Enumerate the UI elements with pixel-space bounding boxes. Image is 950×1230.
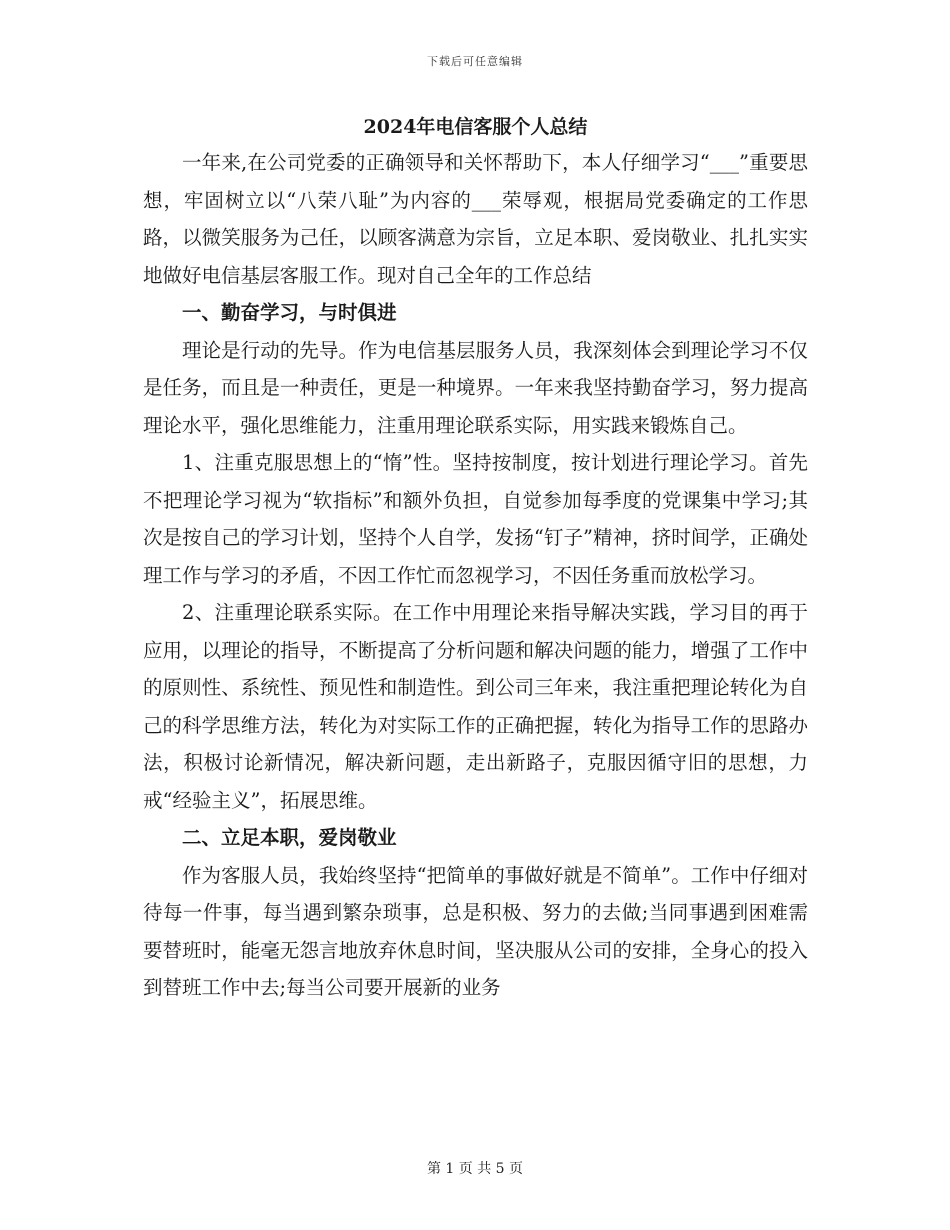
section-heading-dedication: 二、立足本职，爱岗敬业 <box>182 826 397 849</box>
intro-paragraph: 一年来,在公司党委的正确领导和关怀帮助下，本人仔细学习“___”重要思想，牢固树立以“八荣八耻”为内容的___荣辱观，根据局党委确定的工作思路，以微笑服务为己任，以顾客满意为宗旨，立足本职、爱岗敬业、扎扎实实地做好电信基层客服工作。现对自己全年的工作总结 <box>143 151 808 287</box>
paragraph: 1、注重克服思想上的“惰”性。坚持按制度，按计划进行理论学习。首先不把理论学习视为“软指标”和额外负担，自觉参加每季度的党课集中学习;其次是按自己的学习计划，坚持个人自学，发扬“钉子”精神，挤时间学，正确处理工作与学习的矛盾，不因工作忙而忽视学习，不因任务重而放松学习。 <box>143 451 808 587</box>
page-header-note: 下载后可任意编辑 <box>427 55 523 68</box>
document-body <box>143 110 808 1007</box>
paragraph: 作为客服人员，我始终坚持“把简单的事做好就是不简单”。工作中仔细对待每一件事，每当遇到繁杂琐事，总是积极、努力的去做;当同事遇到困难需要替班时，能毫无怨言地放弃休息时间，坚决服从公司的安排，全身心的投入到替班工作中去;每当公司要开展新的业务 <box>143 863 808 999</box>
page-number: 第 1 页 共 5 页 <box>426 1161 524 1177</box>
paragraph: 理论是行动的先导。作为电信基层服务人员，我深刻体会到理论学习不仅是任务，而且是一种责任，更是一种境界。一年来我坚持勤奋学习，努力提高理论水平，强化思维能力，注重用理论联系实际，用实践来锻炼自己。 <box>143 338 808 437</box>
section-heading-study: 一、勤奋学习，与时俱进 <box>182 301 397 324</box>
document-title: 2024年电信客服个人总结 <box>363 116 588 138</box>
paragraph: 2、注重理论联系实际。在工作中用理论来指导解决实践，学习目的再于应用，以理论的指导，不断提高了分析问题和解决问题的能力，增强了工作中的原则性、系统性、预见性和制造性。到公司三年来，我注重把理论转化为自己的科学思维方法，转化为对实际工作的正确把握，转化为指导工作的思路办法，积极讨论新情况，解决新问题，走出新路子，克服因循守旧的思想，力戒“经验主义”，拓展思维。 <box>143 601 808 812</box>
